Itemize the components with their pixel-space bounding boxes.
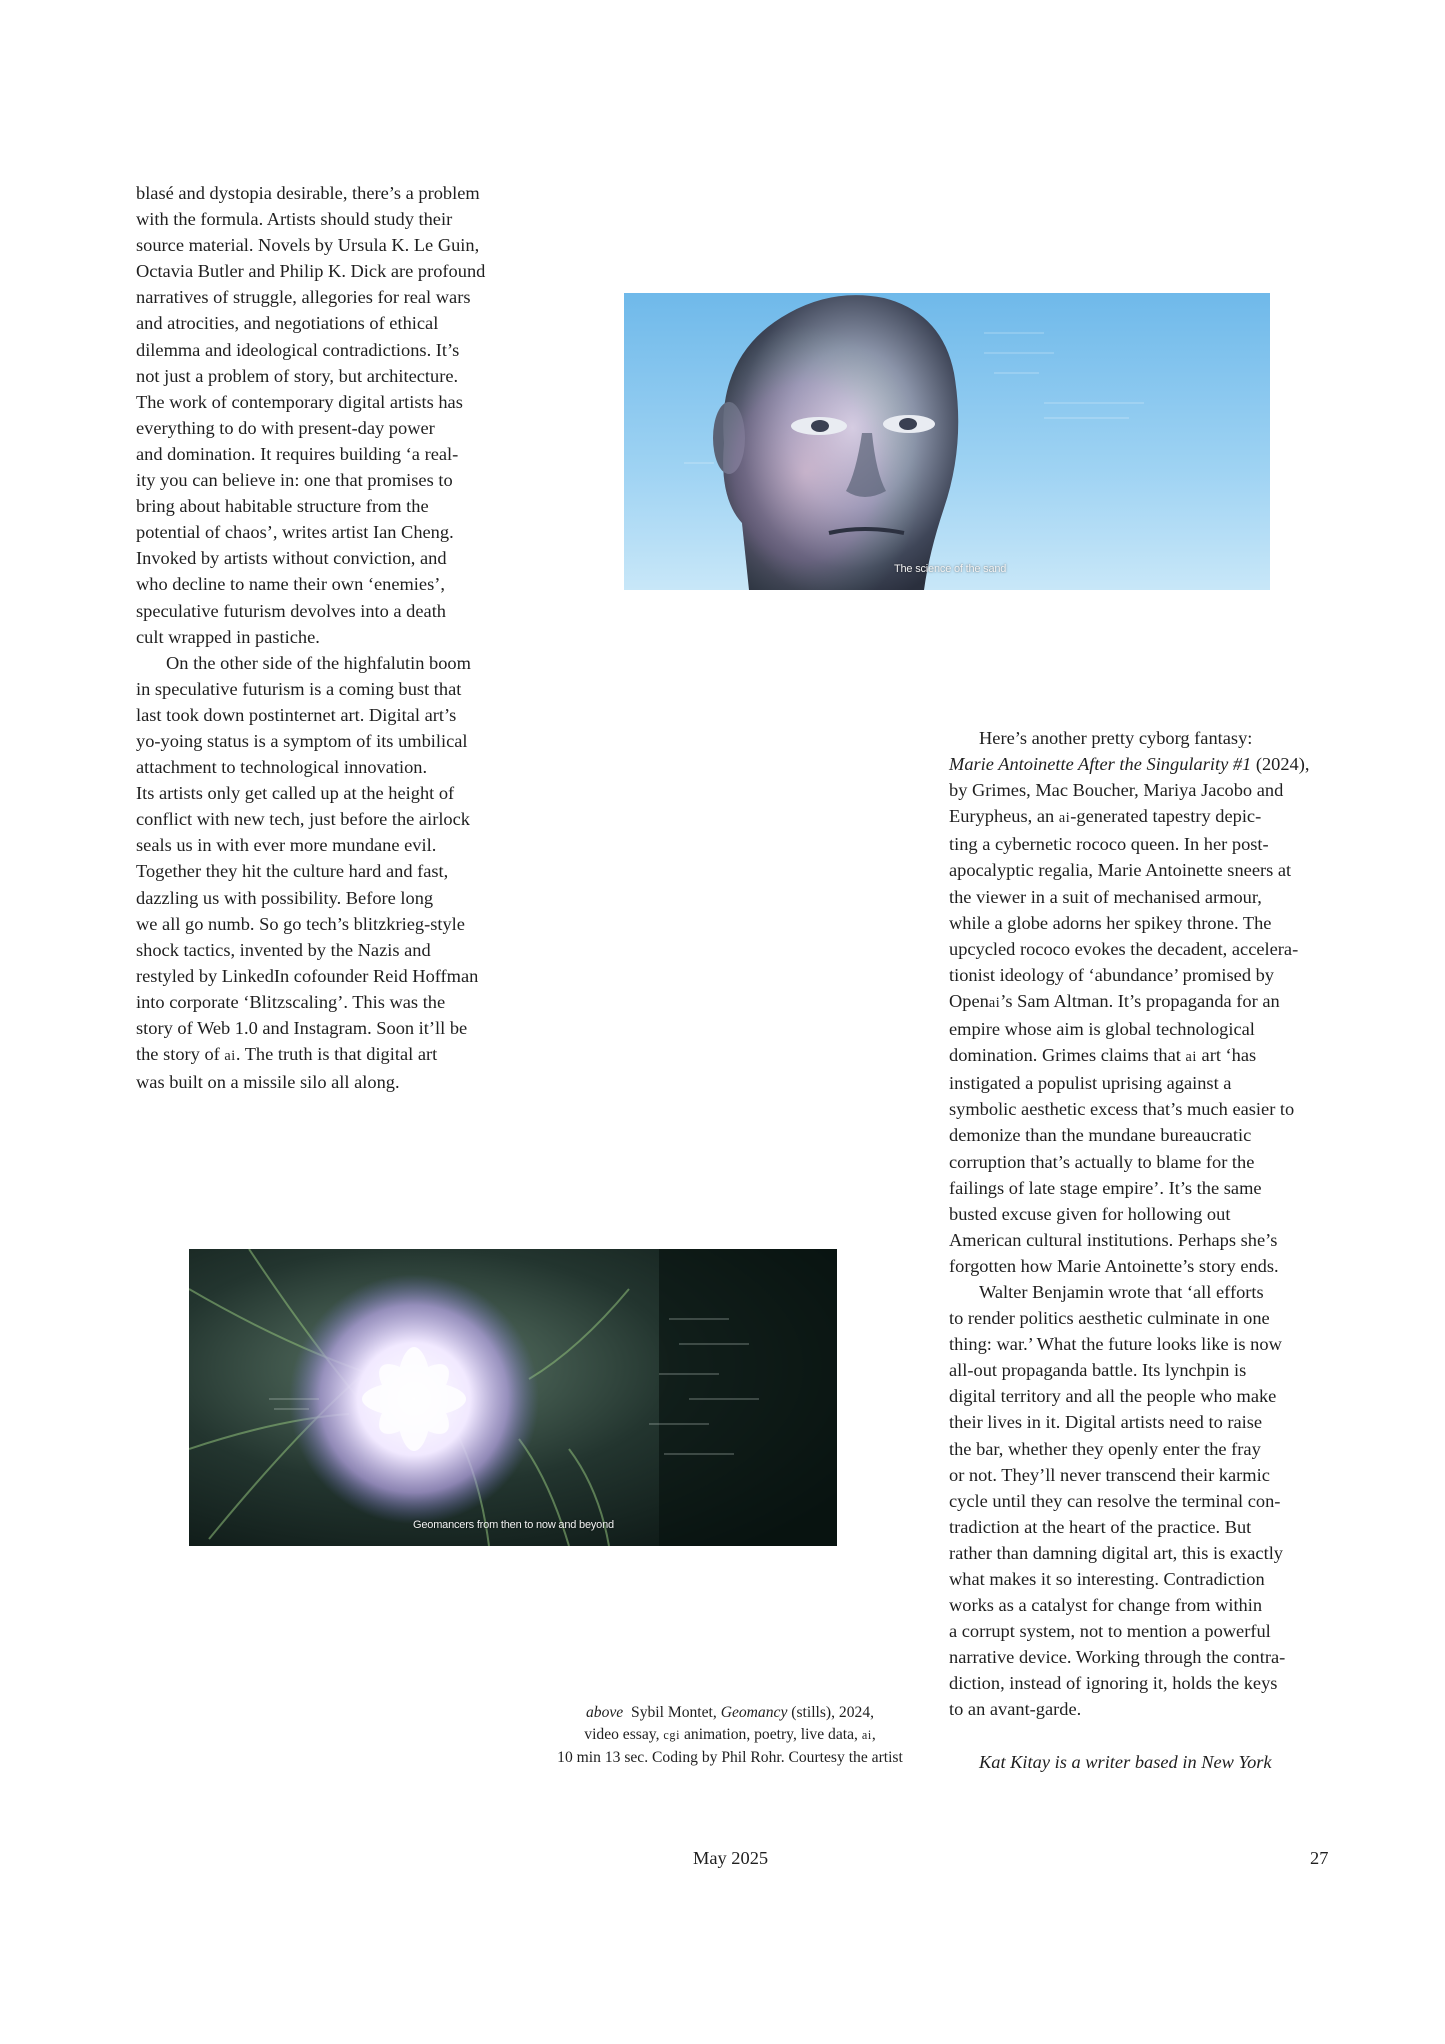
small-caps-ai: ai <box>1185 1049 1197 1066</box>
caption-line: above Sybil Montet, Geomancy (stills), 2024, <box>585 1704 875 1721</box>
text-line: bring about habitable structure from the <box>136 496 429 517</box>
flower-image-graphic <box>189 1249 837 1546</box>
text-line: Together they hit the culture hard and fast, <box>136 861 449 882</box>
text-line: Here’s another pretty cyborg fantasy: <box>979 728 1253 748</box>
text-line: restyled by LinkedIn cofounder Reid Hoffman <box>136 965 479 986</box>
text-line: was built on a missile silo all along. <box>136 1072 400 1093</box>
text-line: by Grimes, Mac Boucher, Mariya Jacobo and <box>949 780 1284 801</box>
text-line: cult wrapped in pastiche. <box>136 626 320 647</box>
paragraph-left-2 <box>136 650 516 1096</box>
text-line: demonize than the mundane bureaucratic <box>949 1125 1252 1146</box>
small-caps-ai: ai <box>988 994 1001 1011</box>
text-line: dilemma and ideological contradictions. It’s <box>136 339 460 360</box>
text-line: their lives in it. Digital artists need to raise <box>949 1412 1263 1433</box>
text-line: last took down postinternet art. Digital art’s <box>136 704 457 725</box>
text-line: blasé and dystopia desirable, there’s a problem <box>136 183 480 203</box>
text-line: digital territory and all the people who make <box>949 1386 1277 1407</box>
text-line: failings of late stage empire’. It’s the same <box>949 1177 1262 1198</box>
text-line: speculative futurism devolves into a death <box>136 600 447 621</box>
text-line: Openai’s Sam Altman. It’s propaganda for an <box>949 990 1280 1011</box>
small-caps-ai: ai <box>224 1048 236 1065</box>
text-line: all-out propaganda battle. Its lynchpin is <box>949 1360 1247 1381</box>
author-byline: Kat Kitay is a writer based in New York <box>979 1751 1272 1772</box>
video-still-face <box>624 293 1270 590</box>
text-line: Its artists only get called up at the height of <box>136 783 455 804</box>
caption-line: 10 min 13 sec. Coding by Phil Rohr. Courtesy the artist <box>557 1748 903 1766</box>
text-line: we all go numb. So go tech’s blitzkrieg-style <box>136 913 465 934</box>
text-line: yo-yoing status is a symptom of its umbilical <box>136 730 468 751</box>
text-line: thing: war.’ What the future looks like is now <box>949 1334 1282 1355</box>
text-line: to an avant-garde. <box>949 1699 1082 1720</box>
text-line: a corrupt system, not to mention a powerful <box>949 1621 1271 1642</box>
text-line: Eurypheus, an ai-generated tapestry depic- <box>949 806 1262 827</box>
paragraph-left-1 <box>136 180 516 650</box>
text-line: potential of chaos’, writes artist Ian Cheng. <box>136 522 454 543</box>
text-line: The work of contemporary digital artists has <box>136 391 463 412</box>
text-line: while a globe adorns her spikey throne. The <box>949 912 1272 933</box>
caption-above-label: above <box>585 1704 624 1721</box>
text-line: domination. Grimes claims that ai art ‘has <box>949 1045 1257 1066</box>
text-line: tionist ideology of ‘abundance’ promised by <box>949 964 1274 985</box>
artwork-title: Geomancy <box>720 1704 788 1721</box>
image-caption <box>540 1702 920 1768</box>
text-line: who decline to name their own ‘enemies’, <box>136 574 445 595</box>
paragraph-right-2 <box>949 1279 1329 1723</box>
text-line: rather than damning digital art, this is exactly <box>949 1542 1284 1563</box>
text-line: tradiction at the heart of the practice. But <box>949 1516 1252 1537</box>
text-line: empire whose aim is global technological <box>949 1019 1255 1040</box>
page-number: 27 <box>1310 1848 1329 1868</box>
text-line: conflict with new tech, just before the airlock <box>136 809 470 830</box>
text-line: with the formula. Artists should study their <box>136 209 453 230</box>
text-line: narrative device. Working through the contra- <box>949 1647 1286 1668</box>
text-line: the viewer in a suit of mechanised armour, <box>949 886 1262 907</box>
text-line: story of Web 1.0 and Instagram. Soon it’ll be <box>136 1018 468 1038</box>
small-caps-ai: ai <box>1058 810 1071 827</box>
text-line: seals us in with ever more mundane evil. <box>136 835 437 856</box>
issue-date: May 2025 <box>693 1848 769 1868</box>
text-line: American cultural institutions. Perhaps she’s <box>949 1229 1278 1250</box>
text-line: instigated a populist uprising against a <box>949 1073 1232 1094</box>
video-still-flower <box>189 1249 837 1546</box>
video-subtitle: The science of the sand <box>894 563 1007 575</box>
text-line: and domination. It requires building ‘a real- <box>136 443 459 464</box>
text-line: busted excuse given for hollowing out <box>949 1203 1231 1224</box>
text-line: dazzling us with possibility. Before long <box>136 887 434 908</box>
face-image-graphic <box>624 293 1270 590</box>
text-line: and atrocities, and negotiations of ethical <box>136 313 439 334</box>
text-line: what makes it so interesting. Contradiction <box>949 1569 1265 1589</box>
text-line: ity you can believe in: one that promises to <box>136 470 453 491</box>
text-line: Walter Benjamin wrote that ‘all efforts <box>979 1281 1264 1302</box>
text-line: not just a problem of story, but architecture. <box>136 365 459 386</box>
text-line: apocalyptic regalia, Marie Antoinette sneers at <box>949 860 1292 881</box>
text-line: into corporate ‘Blitzscaling’. This was the <box>136 991 446 1012</box>
text-line: forgotten how Marie Antoinette’s story ends. <box>949 1255 1279 1276</box>
text-line: ting a cybernetic rococo queen. In her post- <box>949 834 1269 855</box>
caption-line: video essay, cgi animation, poetry, live data, ai, <box>584 1725 876 1743</box>
text-line: Octavia Butler and Philip K. Dick are profound <box>136 261 486 282</box>
text-line: corruption that’s actually to blame for the <box>949 1151 1255 1172</box>
text-line: cycle until they can resolve the terminal con- <box>949 1490 1281 1511</box>
text-line: diction, instead of ignoring it, holds the keys <box>949 1673 1278 1694</box>
text-line: everything to do with present-day power <box>136 417 435 438</box>
text-line: to render politics aesthetic culminate in one <box>949 1308 1270 1329</box>
paragraph-right-1 <box>949 725 1329 1279</box>
text-line: attachment to technological innovation. <box>136 757 428 778</box>
text-line: or not. They’ll never transcend their karmic <box>949 1464 1270 1485</box>
text-line: symbolic aesthetic excess that’s much easier to <box>949 1099 1295 1120</box>
text-line: source material. Novels by Ursula K. Le Guin, <box>136 235 480 256</box>
artwork-title: Marie Antoinette After the Singularity #1 <box>949 754 1252 775</box>
text-line: the story of ai. The truth is that digital art <box>136 1044 438 1065</box>
text-line: the bar, whether they openly enter the fray <box>949 1438 1261 1459</box>
text-line: Marie Antoinette After the Singularity #1 (2024), <box>949 754 1310 775</box>
text-line: in speculative futurism is a coming bust that <box>136 678 462 699</box>
text-line: shock tactics, invented by the Nazis and <box>136 939 431 960</box>
text-line: upcycled rococo evokes the decadent, accelera- <box>949 938 1299 959</box>
article-left-column <box>136 180 516 1095</box>
text-line: narratives of struggle, allegories for real wars <box>136 287 471 308</box>
text-line: On the other side of the highfalutin boom <box>166 652 471 673</box>
text-line: Invoked by artists without conviction, and <box>136 548 447 569</box>
video-subtitle: Geomancers from then to now and beyond <box>413 1519 614 1531</box>
text-line: works as a catalyst for change from within <box>949 1595 1263 1616</box>
article-right-column <box>949 725 1329 1775</box>
